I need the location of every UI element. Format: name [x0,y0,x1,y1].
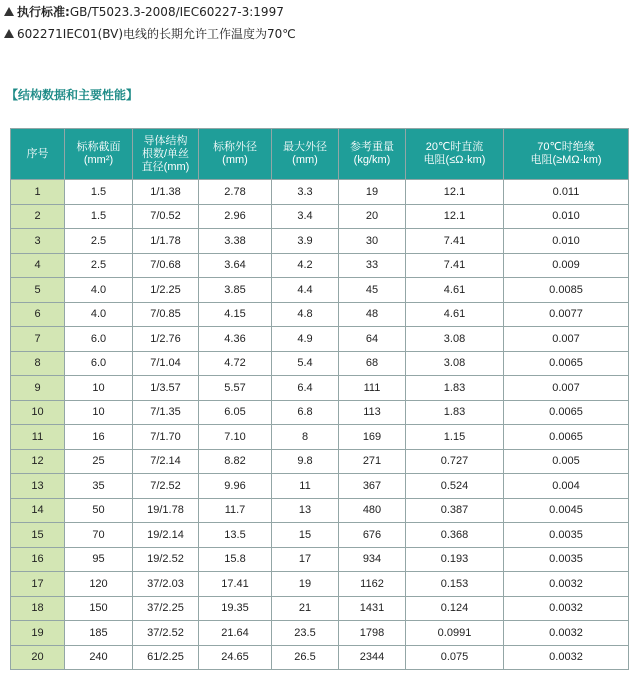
triangle-bullet-icon [4,29,14,38]
table-cell: 37/2.25 [133,596,199,621]
table-cell: 6 [11,302,65,327]
table-cell: 0.075 [406,645,504,670]
table-cell: 111 [339,376,406,401]
header-text-line: 最大外径 [283,141,327,153]
table-cell: 15 [272,523,339,548]
table-cell: 4.61 [406,302,504,327]
header-text-line: 20℃时直流 [425,141,484,153]
table-cell: 1.15 [406,425,504,450]
table-row [11,400,629,425]
table-cell: 15.8 [199,547,272,572]
table-cell: 7 [11,327,65,352]
table-cell: 4.2 [272,253,339,278]
header-text-line: 直径(mm) [141,160,190,173]
table-cell: 4.15 [199,302,272,327]
table-cell: 2.5 [65,229,133,254]
table-cell: 12.1 [406,204,504,229]
table-row [11,376,629,401]
table-cell: 0.007 [504,376,629,401]
table-cell: 19 [272,572,339,597]
table-cell: 19.35 [199,596,272,621]
table-cell: 20 [339,204,406,229]
table-cell: 18 [11,596,65,621]
standard-value: GB/T5023.3-2008/IEC60227-3:1997 [69,5,284,19]
table-cell: 37/2.03 [133,572,199,597]
table-cell: 30 [339,229,406,254]
table-cell: 17.41 [199,572,272,597]
table-row [11,180,629,205]
table-cell: 1798 [339,621,406,646]
table-cell: 0.010 [504,229,629,254]
table-cell: 14 [11,498,65,523]
table-cell: 4.0 [65,278,133,303]
table-cell: 64 [339,327,406,352]
table-cell: 3.64 [199,253,272,278]
table-cell: 0.0035 [504,523,629,548]
table-cell: 4.9 [272,327,339,352]
table-row [11,302,629,327]
table-cell: 0.387 [406,498,504,523]
temperature-note-line [4,25,296,42]
table-cell: 23.5 [272,621,339,646]
col-weight-header [339,129,406,180]
table-cell: 6.0 [65,327,133,352]
table-cell: 1431 [339,596,406,621]
table-cell: 271 [339,449,406,474]
table-cell: 1/2.76 [133,327,199,352]
table-cell: 0.0991 [406,621,504,646]
table-cell: 8 [272,425,339,450]
col-index-header [11,129,65,180]
header-text-line: (mm²) [83,154,114,166]
table-cell: 7/1.35 [133,400,199,425]
table-cell: 7/0.68 [133,253,199,278]
table-cell: 2344 [339,645,406,670]
table-cell: 19 [339,180,406,205]
table-cell: 10 [11,400,65,425]
table-cell: 0.727 [406,449,504,474]
table-cell: 7/2.52 [133,474,199,499]
table-cell: 0.005 [504,449,629,474]
table-cell: 6.8 [272,400,339,425]
table-cell: 1.5 [65,180,133,205]
table-cell: 0.010 [504,204,629,229]
table-cell: 1.5 [65,204,133,229]
table-row [11,572,629,597]
col-max-od-header [272,129,339,180]
table-cell: 3.4 [272,204,339,229]
table-cell: 61/2.25 [133,645,199,670]
table-cell: 6.0 [65,351,133,376]
table-cell: 0.0065 [504,400,629,425]
table-cell: 0.0032 [504,621,629,646]
table-cell: 0.009 [504,253,629,278]
table-row [11,645,629,670]
table-body [11,180,629,670]
cable-spec-table [10,128,629,670]
table-cell: 0.124 [406,596,504,621]
table-row [11,498,629,523]
table-row [11,229,629,254]
table-cell: 6.4 [272,376,339,401]
table-cell: 7/2.14 [133,449,199,474]
table-row [11,449,629,474]
table-cell: 8.82 [199,449,272,474]
table-cell: 0.0032 [504,596,629,621]
table-row [11,278,629,303]
table-cell: 68 [339,351,406,376]
table-cell: 10 [65,376,133,401]
table-cell: 169 [339,425,406,450]
table-row [11,547,629,572]
table-row [11,474,629,499]
header-text-line: 参考重量 [350,141,394,153]
table-cell: 1162 [339,572,406,597]
table-cell: 13 [272,498,339,523]
table-cell: 185 [65,621,133,646]
table-cell: 150 [65,596,133,621]
table-cell: 0.0045 [504,498,629,523]
table-cell: 7.41 [406,229,504,254]
table-cell: 95 [65,547,133,572]
table-cell: 3.08 [406,327,504,352]
table-cell: 12 [11,449,65,474]
table-cell: 13.5 [199,523,272,548]
table-cell: 26.5 [272,645,339,670]
table-cell: 5.57 [199,376,272,401]
table-cell: 1/3.57 [133,376,199,401]
standard-line [4,3,284,20]
table-cell: 13 [11,474,65,499]
table-cell: 2 [11,204,65,229]
table-cell: 48 [339,302,406,327]
header-text-line: 电阻(≥MΩ·km) [530,154,602,166]
table-cell: 0.0077 [504,302,629,327]
col-cross-section-header [65,129,133,180]
table-row [11,425,629,450]
table-cell: 4.61 [406,278,504,303]
table-cell: 9.8 [272,449,339,474]
table-cell: 15 [11,523,65,548]
table-cell: 240 [65,645,133,670]
table-cell: 113 [339,400,406,425]
col-conductor-structure-header [133,129,199,180]
table-cell: 45 [339,278,406,303]
table-cell: 35 [65,474,133,499]
table-cell: 0.0035 [504,547,629,572]
table-cell: 4.4 [272,278,339,303]
table-row [11,253,629,278]
table-cell: 0.368 [406,523,504,548]
header-text-line: 70℃时绝缘 [537,141,595,153]
table-cell: 33 [339,253,406,278]
table-cell: 12.1 [406,180,504,205]
header-text-line: 序号 [26,147,49,160]
table-cell: 4.72 [199,351,272,376]
table-cell: 2.96 [199,204,272,229]
table-cell: 0.0065 [504,425,629,450]
table-cell: 21 [272,596,339,621]
table-cell: 5 [11,278,65,303]
table-cell: 37/2.52 [133,621,199,646]
header-text-line: 导体结构 [143,134,188,147]
header-text-line: 标称截面 [76,141,121,153]
header-text-line: (mm) [292,154,318,166]
table-cell: 24.65 [199,645,272,670]
table-cell: 4.36 [199,327,272,352]
table-cell: 7/1.70 [133,425,199,450]
table-cell: 3.08 [406,351,504,376]
table-cell: 19/2.52 [133,547,199,572]
table-cell: 7.10 [199,425,272,450]
table-cell: 120 [65,572,133,597]
header-text-line: (mm) [222,154,248,166]
temperature-note: 602271IEC01(BV)电线的长期允许工作温度为70℃ [17,27,296,41]
table-cell: 8 [11,351,65,376]
header-text-line: (kg/km) [353,154,391,166]
standard-label: 执行标准: [17,5,70,19]
table-row [11,596,629,621]
table-cell: 367 [339,474,406,499]
table-cell: 1.83 [406,400,504,425]
header-text-line: 根数/单丝 [141,147,190,160]
table-header-row [11,129,629,180]
table-cell: 2.5 [65,253,133,278]
table-cell: 0.524 [406,474,504,499]
header-text-line: 标称外径 [213,141,257,153]
table-cell: 3.38 [199,229,272,254]
col-insulation-resistance-header [504,129,629,180]
table-cell: 50 [65,498,133,523]
triangle-bullet-icon [4,7,14,16]
table-cell: 1.83 [406,376,504,401]
table-cell: 3.9 [272,229,339,254]
table-row [11,204,629,229]
col-dc-resistance-header [406,129,504,180]
table-cell: 0.0032 [504,645,629,670]
table-row [11,621,629,646]
table-cell: 1 [11,180,65,205]
table-cell: 20 [11,645,65,670]
table-cell: 3 [11,229,65,254]
table-cell: 4.0 [65,302,133,327]
table-cell: 0.0085 [504,278,629,303]
table-cell: 7/0.52 [133,204,199,229]
table-cell: 2.78 [199,180,272,205]
table-cell: 70 [65,523,133,548]
table-cell: 3.85 [199,278,272,303]
table-cell: 5.4 [272,351,339,376]
table-cell: 0.193 [406,547,504,572]
section-title: 【结构数据和主要性能】 [6,88,139,102]
table-cell: 0.011 [504,180,629,205]
header-text-line: 电阻(≤Ω·km) [423,154,486,166]
table-cell: 7/0.85 [133,302,199,327]
table-cell: 17 [272,547,339,572]
table-cell: 0.007 [504,327,629,352]
table-cell: 3.3 [272,180,339,205]
table-cell: 25 [65,449,133,474]
table-cell: 17 [11,572,65,597]
table-cell: 1/2.25 [133,278,199,303]
table-cell: 0.153 [406,572,504,597]
table-cell: 9.96 [199,474,272,499]
col-nominal-od-header [199,129,272,180]
table-cell: 11.7 [199,498,272,523]
table-cell: 6.05 [199,400,272,425]
table-cell: 21.64 [199,621,272,646]
table-cell: 1/1.38 [133,180,199,205]
table-cell: 19/1.78 [133,498,199,523]
table-row [11,523,629,548]
table-cell: 676 [339,523,406,548]
table-cell: 19 [11,621,65,646]
table-cell: 19/2.14 [133,523,199,548]
table-row [11,351,629,376]
table-cell: 9 [11,376,65,401]
table-cell: 4.8 [272,302,339,327]
table-cell: 934 [339,547,406,572]
table-cell: 480 [339,498,406,523]
table-row [11,327,629,352]
table-cell: 0.0065 [504,351,629,376]
table-cell: 1/1.78 [133,229,199,254]
table-cell: 0.004 [504,474,629,499]
table-cell: 16 [11,547,65,572]
table-cell: 7/1.04 [133,351,199,376]
table-cell: 16 [65,425,133,450]
table-cell: 0.0032 [504,572,629,597]
table-cell: 7.41 [406,253,504,278]
table-cell: 11 [272,474,339,499]
table-cell: 11 [11,425,65,450]
table-cell: 10 [65,400,133,425]
table-cell: 4 [11,253,65,278]
